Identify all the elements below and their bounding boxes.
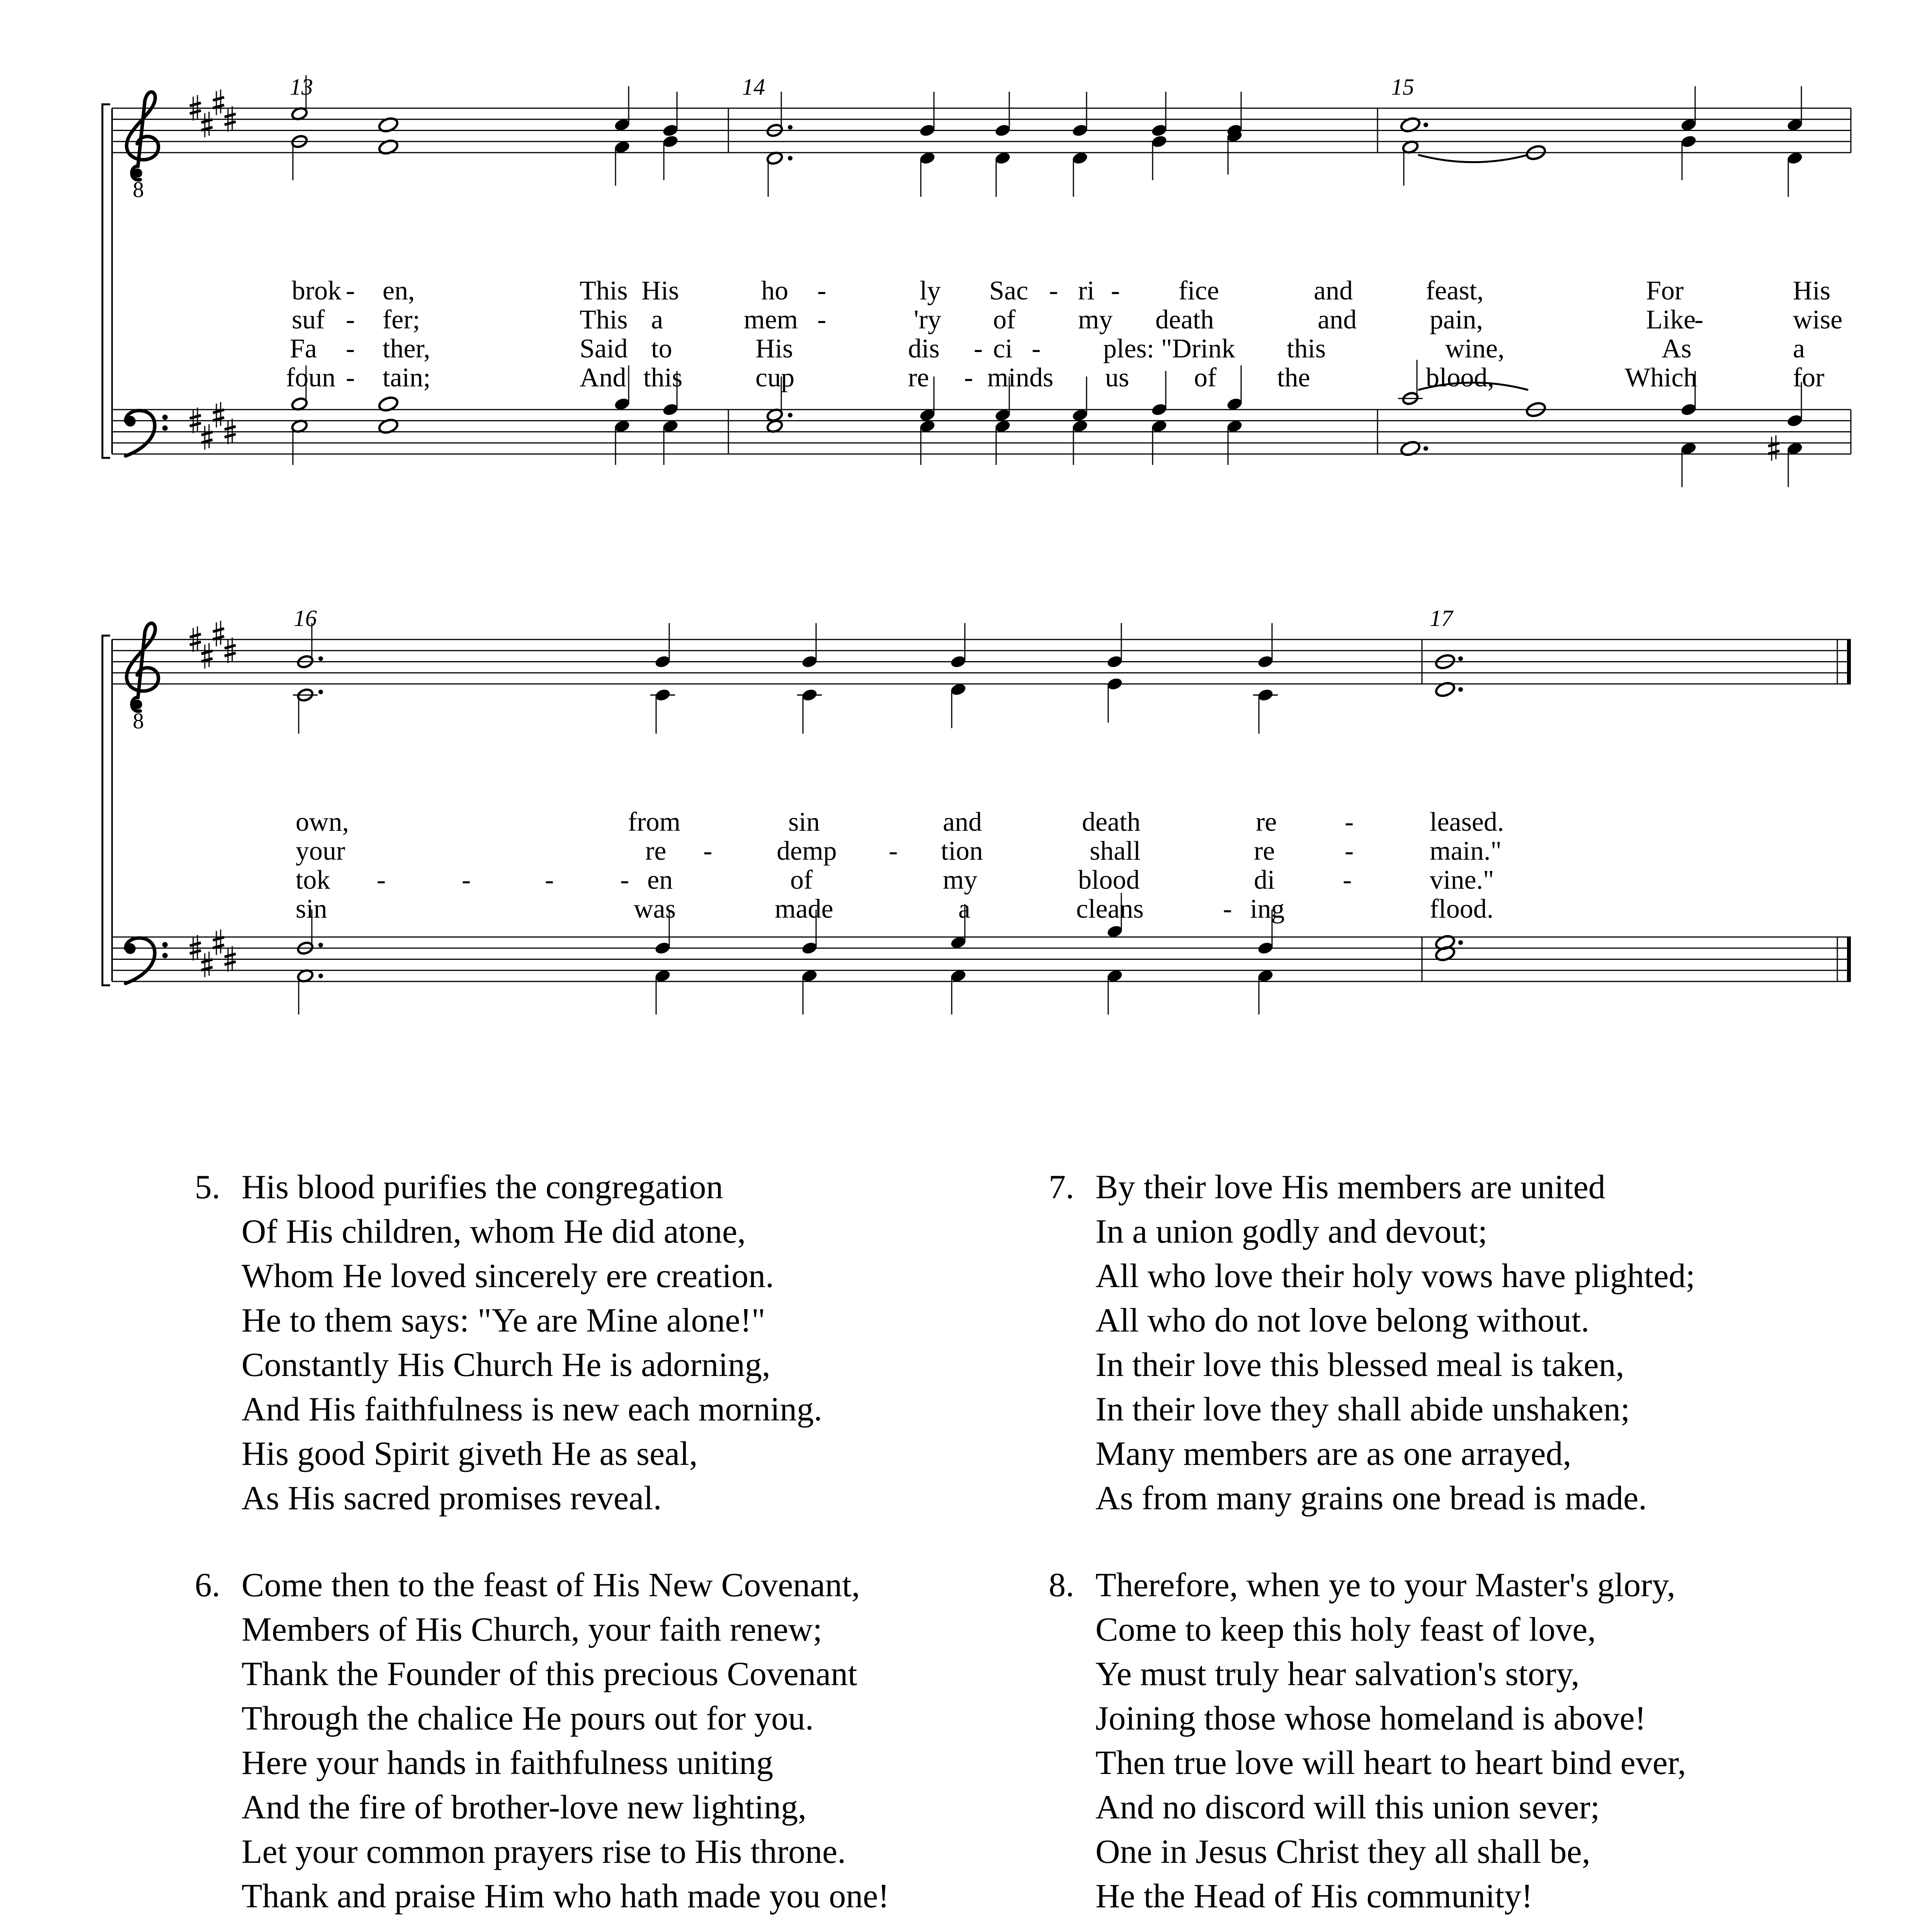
lyric-syllable: blood, (1426, 363, 1494, 393)
lyric-syllable: Like (1646, 305, 1696, 335)
note (650, 688, 675, 734)
sharp-stroke (213, 417, 224, 420)
note (291, 419, 308, 465)
lyric-syllable: His (755, 334, 793, 364)
sharp-stroke (1768, 451, 1779, 454)
bass-clef-dot (162, 942, 168, 947)
lyric-syllable: wise (1793, 305, 1843, 335)
note (1398, 360, 1423, 406)
treble-clef-dot (133, 168, 142, 178)
bass-clef-icon (125, 938, 168, 984)
stanza-line: Come then to the feast of His New Covenant, (242, 1566, 860, 1604)
sharp-stroke (201, 119, 213, 122)
note (797, 688, 822, 734)
octave-eight-label: 8 (133, 177, 144, 202)
key-sharp-icon (213, 621, 224, 646)
sharp-stroke (213, 97, 224, 100)
stanza-line: All who love their holy vows have plighted; (1095, 1257, 1695, 1295)
stanza-line: Members of His Church, your faith renew; (242, 1611, 822, 1648)
stanza-line: His good Spirit giveth He as seal, (242, 1435, 698, 1473)
lyric-syllable: This (580, 305, 628, 335)
note (614, 140, 631, 186)
lyric-syllable: for (1793, 363, 1825, 393)
lyric-syllable: For (1646, 276, 1684, 306)
note (994, 151, 1012, 197)
lyric-syllable: - (1345, 836, 1354, 866)
lyric-syllable: feast, (1426, 276, 1484, 306)
sharp-stroke (201, 967, 213, 970)
sharp-stroke (213, 937, 224, 940)
stanza-number: 5. (195, 1168, 220, 1206)
lyric-syllable: - (1694, 305, 1704, 335)
lyric-syllable: Sac (989, 276, 1029, 306)
lyric-syllable: us (1105, 363, 1129, 393)
lyric-syllable: of (993, 305, 1016, 335)
lyric-syllable: As (1662, 334, 1692, 364)
measure-number: 17 (1430, 605, 1453, 631)
note (1106, 677, 1124, 723)
lyric-syllable: ther, (383, 334, 430, 364)
bass-clef-dot (162, 415, 168, 420)
sharp-stroke (224, 427, 236, 430)
lyric-syllable: - (346, 276, 355, 306)
stanza-line: All who do not love belong without. (1095, 1302, 1590, 1339)
lyric-syllable: shall (1090, 836, 1141, 866)
augmentation-dot (318, 943, 323, 947)
augmentation-dot (1458, 940, 1463, 945)
note (919, 151, 936, 197)
treble-clef-dot (133, 700, 142, 709)
note (1071, 419, 1089, 465)
note (950, 682, 967, 728)
stanza-line: Then true love will heart to heart bind ever, (1095, 1744, 1686, 1782)
sharp-stroke (224, 962, 236, 965)
note (1151, 92, 1168, 138)
lyric-syllable: ly (920, 276, 941, 306)
key-sharp-icon (213, 402, 224, 427)
note (1402, 140, 1419, 186)
lyric-syllable: foun (286, 363, 336, 393)
bass-clef-dot (162, 425, 168, 431)
lyric-syllable: wine, (1445, 334, 1505, 364)
key-sharp-icon (213, 929, 224, 955)
augmentation-dot (1423, 122, 1428, 127)
lyric-syllable: blood (1078, 865, 1140, 895)
system-bracket (102, 636, 110, 985)
sharp-stroke (190, 423, 201, 426)
lyric-syllable: - (1343, 865, 1352, 895)
lyric-syllable: fice (1179, 276, 1219, 306)
lyric-syllable: - (1049, 276, 1058, 306)
note (1226, 419, 1243, 465)
measure-number: 16 (294, 605, 317, 631)
note (1680, 441, 1697, 487)
lyric-syllable: sin (296, 894, 327, 924)
lyric-syllable: cleans (1076, 894, 1144, 924)
lyric-syllable: - (346, 363, 355, 393)
lyric-syllable: death (1155, 305, 1214, 335)
stanza-line: Joining those whose homeland is above! (1095, 1700, 1646, 1737)
stanza-line: Constantly His Church He is adorning, (242, 1346, 770, 1384)
lyric-syllable: re (1254, 836, 1275, 866)
note (1106, 623, 1124, 669)
lyric-syllable: 'ry (914, 305, 941, 335)
key-sharp-icon (201, 952, 213, 977)
lyric-syllable: - (1111, 276, 1120, 306)
lyric-syllable: and (1314, 276, 1353, 306)
augmentation-dot (788, 413, 793, 417)
lyric-syllable: And (580, 363, 626, 393)
lyric-syllable: flood. (1430, 894, 1494, 924)
lyric-syllable: a (958, 894, 971, 924)
stanza-number: 8. (1049, 1566, 1074, 1604)
tie (1418, 155, 1528, 162)
stanza-line: Let your common prayers rise to His throne. (242, 1833, 846, 1871)
lyric-syllable: - (889, 836, 898, 866)
stanza-line: Whom He loved sincerely ere creation. (242, 1257, 774, 1295)
note (994, 419, 1012, 465)
note (1106, 969, 1124, 1015)
lyric-syllable: - (964, 363, 973, 393)
sharp-stroke (190, 634, 201, 637)
lyric-syllable: His (641, 276, 679, 306)
augmentation-dot (318, 656, 323, 661)
sharp-stroke (190, 943, 201, 946)
lyric-syllable: and (943, 807, 982, 837)
augmentation-dot (318, 974, 323, 978)
note (1151, 419, 1168, 465)
augmentation-dot (318, 690, 323, 694)
stanza-line: As from many grains one bread is made. (1095, 1480, 1647, 1517)
note (1071, 92, 1089, 138)
stanza-line: And the fire of brother-love new lighting, (242, 1789, 807, 1826)
lyric-syllable: was (634, 894, 676, 924)
sharp-stroke (190, 415, 201, 418)
stanza-line: In their love they shall abide unshaken; (1095, 1391, 1630, 1428)
stanza-number: 7. (1049, 1168, 1074, 1206)
lyric-syllable: - (377, 865, 386, 895)
sharp-stroke (201, 440, 213, 443)
lyric-syllable: - (346, 334, 355, 364)
note (1151, 371, 1168, 417)
treble-clef-stroke (127, 92, 158, 180)
note (919, 419, 936, 465)
stanza-line: His blood purifies the congregation (242, 1168, 723, 1206)
stanza-line: Thank the Founder of this precious Covenant (242, 1655, 857, 1693)
sharp-stroke (201, 432, 213, 435)
lyric-syllable: leased. (1430, 807, 1504, 837)
lyric-syllable: - (1032, 334, 1041, 364)
lyric-syllable: demp (777, 836, 837, 866)
lyric-syllable: of (790, 865, 813, 895)
bass-clef-dot (162, 953, 168, 958)
stanza-number: 6. (195, 1566, 220, 1604)
sharp-stroke (201, 658, 213, 662)
lyric-syllable: your (296, 836, 345, 866)
lyric-syllable: dis (908, 334, 940, 364)
note (1257, 969, 1274, 1015)
note (1786, 86, 1804, 132)
lyric-syllable: - (703, 836, 713, 866)
lyric-syllable: - (1223, 894, 1232, 924)
lyric-syllable: tion (941, 836, 983, 866)
stanza-line: And His faithfulness is new each morning. (242, 1391, 823, 1428)
lyric-syllable: made (775, 894, 833, 924)
stanza-line: Of His children, whom He did atone, (242, 1213, 746, 1250)
key-sharp-icon (201, 112, 213, 137)
note (1680, 134, 1697, 180)
key-sharp-icon (213, 90, 224, 115)
stanza-line: In a union godly and devout; (1095, 1213, 1488, 1250)
stanza-line: He the Head of His community! (1095, 1878, 1533, 1915)
note (1253, 688, 1278, 734)
sharp-stroke (213, 410, 224, 413)
lyric-syllable: re (908, 363, 929, 393)
augmentation-dot (788, 125, 793, 130)
augmentation-dot (1458, 687, 1463, 692)
note (654, 969, 672, 1015)
lyric-syllable: tok (296, 865, 330, 895)
stanza-line: Here your hands in faithfulness uniting (242, 1744, 773, 1782)
lyric-syllable: own, (296, 807, 349, 837)
lyric-syllable: main." (1430, 836, 1502, 866)
stanza-line: Many members are as one arrayed, (1095, 1435, 1571, 1473)
stanza-line: Therefore, when ye to your Master's glory, (1095, 1566, 1675, 1604)
sharp-stroke (224, 954, 236, 957)
lyric-syllable: my (1078, 305, 1113, 335)
note (662, 419, 679, 465)
lyric-syllable: and (1318, 305, 1357, 335)
lyric-syllable: pain, (1430, 305, 1483, 335)
note (297, 969, 323, 1015)
lyric-syllable: sin (788, 807, 820, 837)
stanza-line: By their love His members are united (1095, 1168, 1605, 1206)
note (994, 92, 1012, 138)
sharp-stroke (224, 434, 236, 437)
note (801, 969, 818, 1015)
sharp-stroke (213, 629, 224, 632)
sharp-stroke (201, 959, 213, 963)
sharp-stroke (190, 951, 201, 954)
sharp-stroke (201, 651, 213, 654)
lyric-syllable: - (1345, 807, 1354, 837)
lyric-syllable: ri (1078, 276, 1095, 306)
lyric-syllable: - (974, 334, 983, 364)
lyric-syllable: - (620, 865, 629, 895)
note (614, 419, 631, 465)
lyric-syllable: Said (580, 334, 628, 364)
note (950, 969, 967, 1015)
treble-clef-stroke (127, 623, 158, 711)
lyric-syllable: vine." (1430, 865, 1494, 895)
bass-clef-blob (125, 943, 136, 954)
stanza-line: Through the chalice He pours out for you. (242, 1700, 814, 1737)
key-sharp-icon (201, 424, 213, 450)
stanza-line: Ye must truly hear salvation's story, (1095, 1655, 1580, 1693)
lyric-syllable: Fa (290, 334, 317, 364)
note (1226, 92, 1243, 138)
note (1680, 86, 1697, 132)
sharp-stroke (190, 103, 201, 106)
stanza-line: One in Jesus Christ they all shall be, (1095, 1833, 1590, 1871)
sharp-stroke (213, 105, 224, 108)
stanza-line: Come to keep this holy feast of love, (1095, 1611, 1596, 1648)
sharp-stroke (224, 653, 236, 656)
stanza-line: He to them says: "Ye are Mine alone!" (242, 1302, 765, 1339)
note (1151, 134, 1168, 180)
note (614, 86, 631, 132)
sharp-stroke (224, 645, 236, 648)
stanza-line: Thank and praise Him who hath made you one! (242, 1878, 889, 1915)
stanza-line: And no discord will this union sever; (1095, 1789, 1600, 1826)
sharp-stroke (213, 945, 224, 948)
lyric-syllable: mem (744, 305, 798, 335)
key-sharp-icon (201, 643, 213, 668)
note (1786, 151, 1804, 197)
lyric-syllable: ples: "Drink (1103, 334, 1235, 364)
lyric-syllable: His (1793, 276, 1831, 306)
lyric-syllable: en, (383, 276, 415, 306)
sharp-stroke (190, 111, 201, 114)
stanza-line: In their love this blessed meal is taken, (1095, 1346, 1624, 1384)
lyric-syllable: this (1287, 334, 1326, 364)
lyric-syllable: to (651, 334, 672, 364)
lyric-syllable: the (1277, 363, 1310, 393)
lyric-syllable: re (645, 836, 667, 866)
note (1226, 129, 1243, 175)
accidental-sharp-icon (1768, 435, 1779, 461)
note (662, 134, 679, 180)
bass-clef-blob (125, 416, 136, 427)
augmentation-dot (1458, 656, 1463, 661)
augmentation-dot (788, 156, 793, 160)
lyric-syllable: - (462, 865, 471, 895)
lyric-syllable: cup (755, 363, 795, 393)
sharp-stroke (213, 636, 224, 639)
lyric-syllable: suf (292, 305, 325, 335)
sharp-stroke (224, 114, 236, 117)
sharp-stroke (201, 127, 213, 130)
note (1071, 151, 1089, 197)
note (1226, 366, 1243, 412)
lyric-syllable: tain; (383, 363, 431, 393)
lyric-syllable: of (1194, 363, 1217, 393)
lyric-syllable: Which (1625, 363, 1697, 393)
sharp-stroke (1768, 443, 1779, 446)
lyric-syllable: a (651, 305, 663, 335)
sharp-stroke (190, 642, 201, 645)
lyric-syllable: - (346, 305, 355, 335)
bass-clef-icon (125, 411, 168, 456)
system-bracket (102, 104, 110, 458)
lyric-syllable: from (628, 807, 681, 837)
lyric-syllable: a (1793, 334, 1805, 364)
lyric-syllable: fer; (383, 305, 420, 335)
note (293, 688, 323, 734)
lyric-syllable: - (545, 865, 554, 895)
lyric-syllable: ho (761, 276, 788, 306)
augmentation-dot (1423, 446, 1428, 451)
note (662, 92, 679, 138)
note (950, 623, 967, 669)
lyric-syllable: re (1256, 807, 1277, 837)
lyric-syllable: - (817, 305, 827, 335)
lyric-syllable: my (943, 865, 978, 895)
lyric-syllable: This (580, 276, 628, 306)
lyric-syllable: ing (1250, 894, 1285, 924)
octave-eight-label: 8 (133, 708, 144, 733)
lyric-syllable: this (643, 363, 683, 393)
lyric-syllable: minds (987, 363, 1054, 393)
measure-number: 14 (742, 74, 765, 100)
note (1071, 376, 1089, 422)
lyric-syllable: en (647, 865, 673, 895)
stanza-line: As His sacred promises reveal. (242, 1480, 662, 1517)
lyric-syllable: brok (292, 276, 342, 306)
note (766, 151, 793, 197)
sharp-stroke (224, 122, 236, 125)
note (919, 92, 936, 138)
lyric-syllable: - (817, 276, 827, 306)
lyric-syllable: ci (993, 334, 1013, 364)
measure-number: 15 (1391, 74, 1414, 100)
measure-number: 13 (290, 74, 313, 100)
lyric-syllable: death (1082, 807, 1141, 837)
lyric-syllable: di (1254, 865, 1275, 895)
